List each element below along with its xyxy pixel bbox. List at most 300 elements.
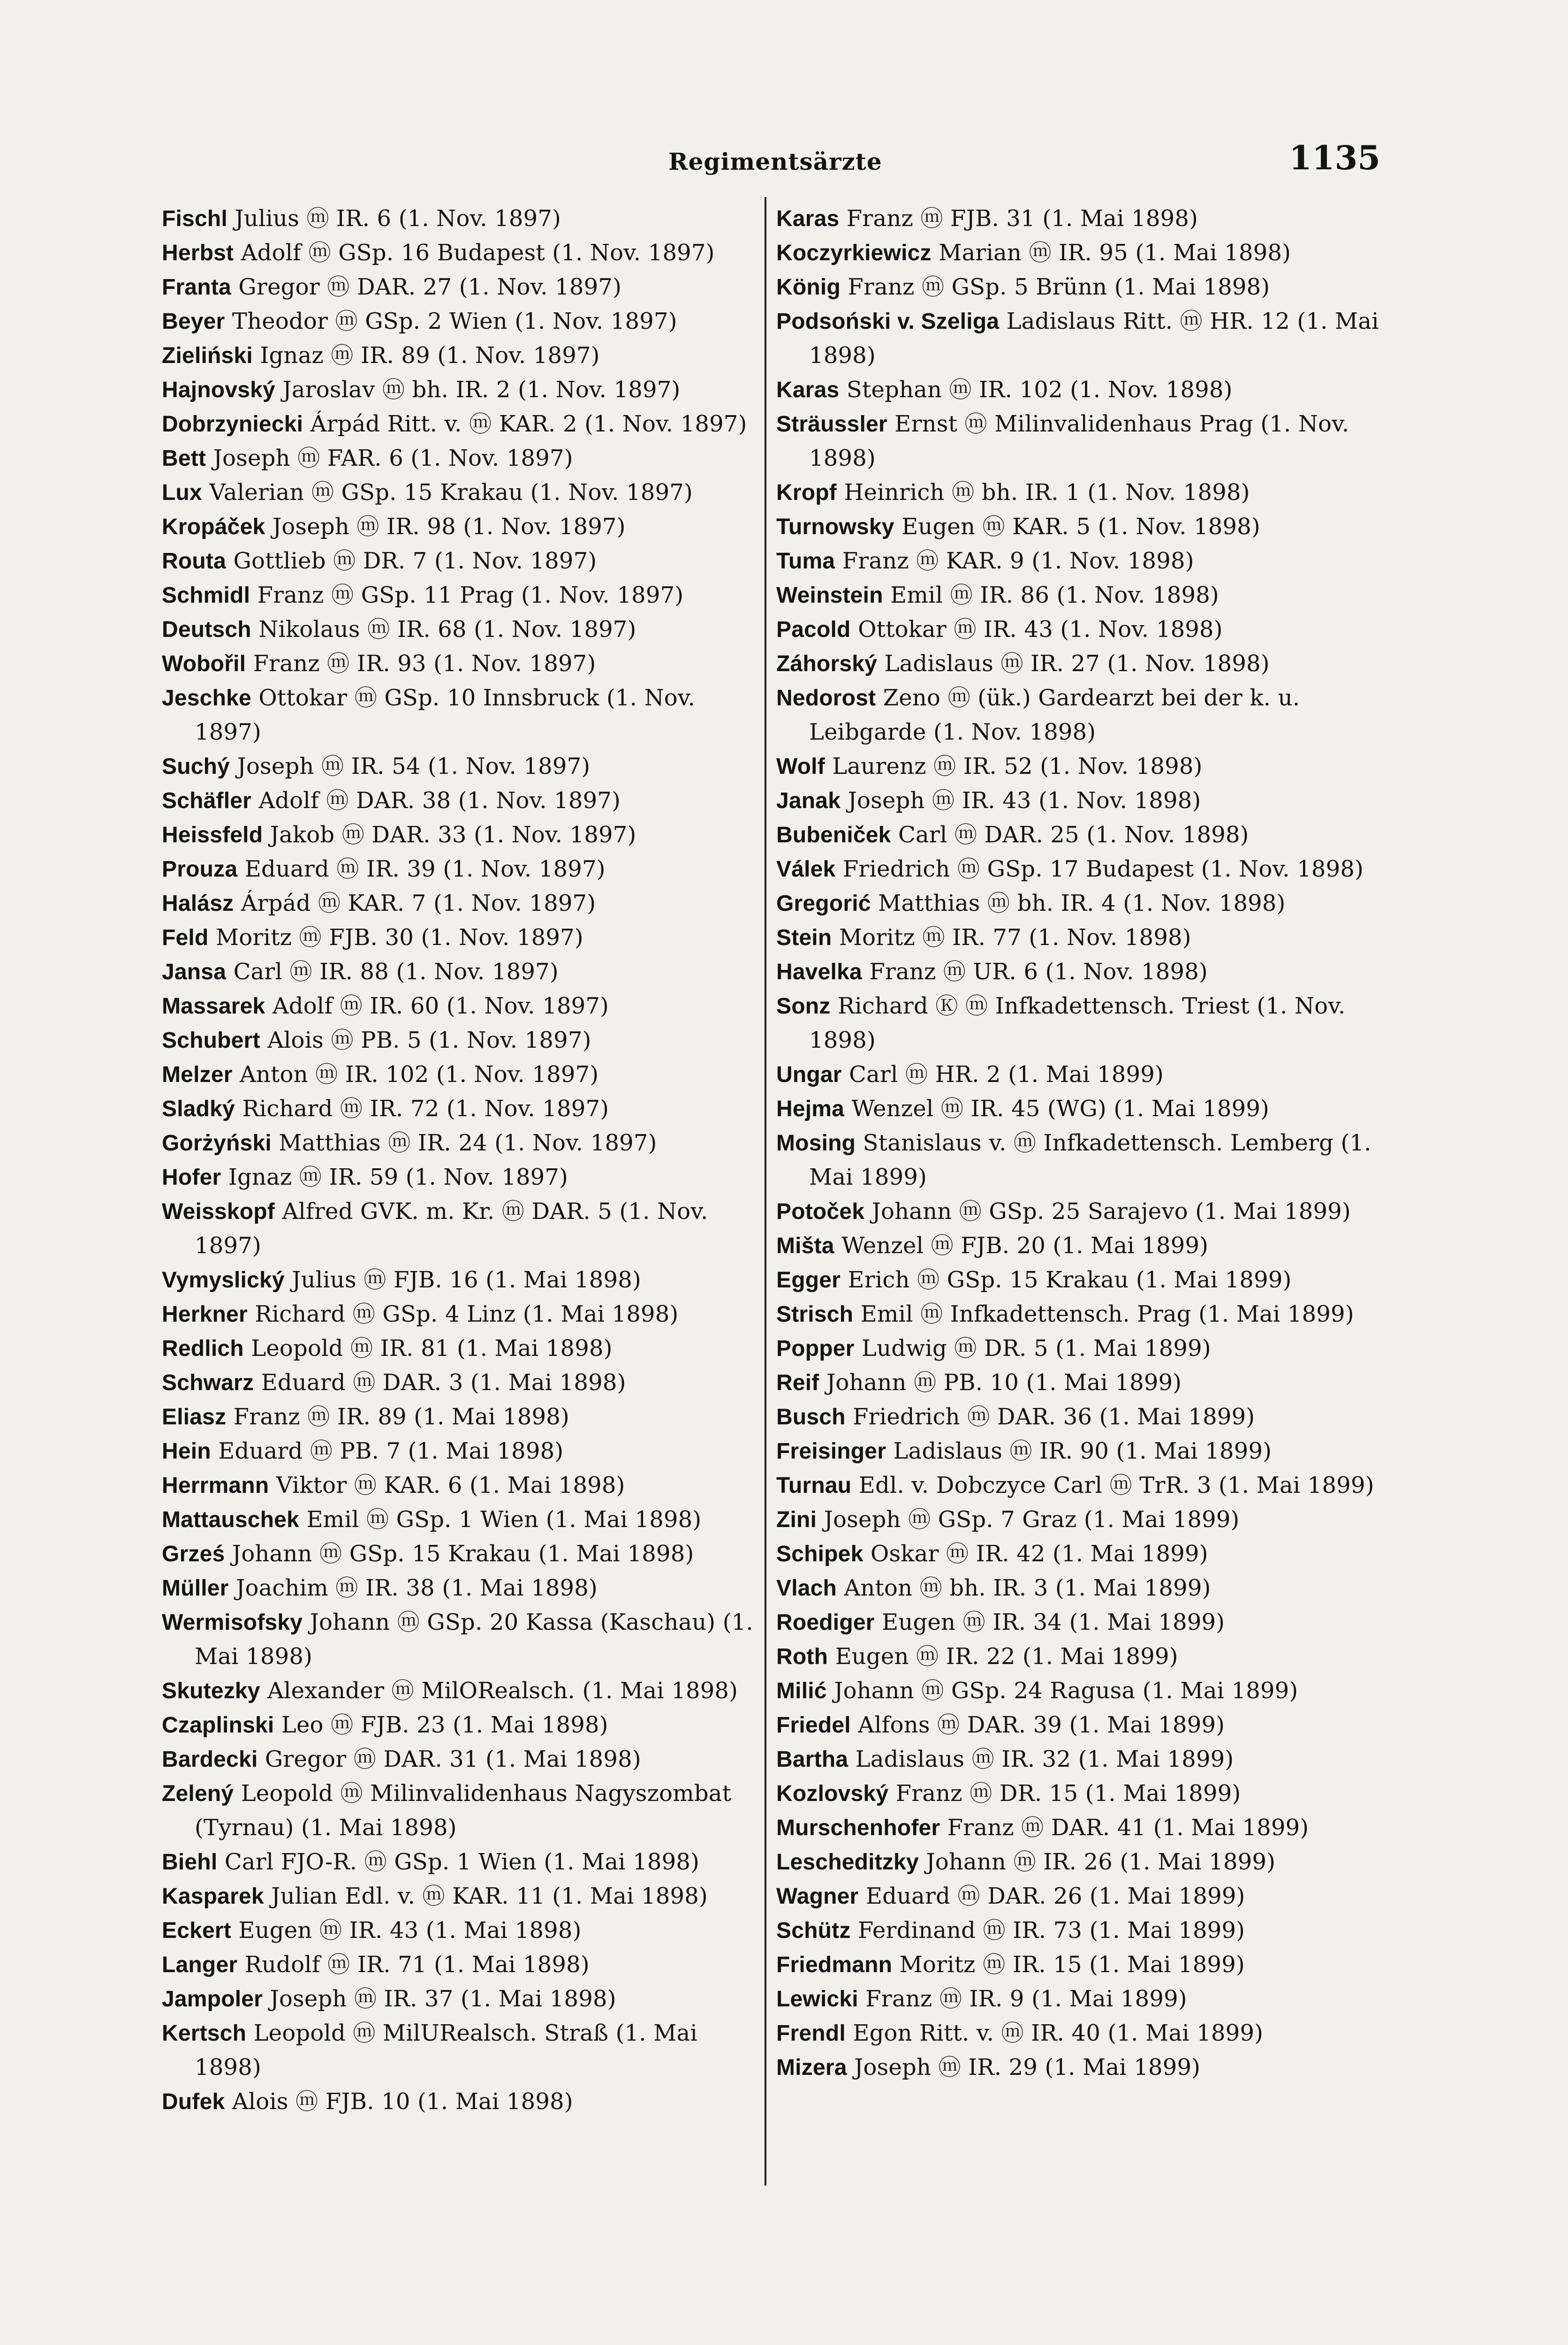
entry-details: Anton ⓜ bh. IR. 3 (1. Mai 1899) bbox=[844, 1575, 1211, 1601]
register-entry bbox=[162, 1126, 757, 1160]
entry-details: Emil ⓜ Infkadettensch. Prag (1. Mai 1899) bbox=[860, 1301, 1354, 1327]
register-entry bbox=[162, 304, 757, 339]
surname: Bubeniček bbox=[776, 823, 891, 847]
entry-details: Leopold ⓜ MilURealsch. Straß (1. Mai 1898) bbox=[195, 2020, 697, 2080]
register-entry bbox=[776, 544, 1381, 578]
entry-details: Franz ⓜ KAR. 9 (1. Nov. 1898) bbox=[842, 548, 1194, 574]
entry-details: Franz ⓜ IR. 93 (1. Nov. 1897) bbox=[253, 651, 596, 677]
surname: Kozlovský bbox=[776, 1781, 889, 1806]
surname: Zini bbox=[776, 1507, 817, 1532]
entry-details: Ludwig ⓜ DR. 5 (1. Mai 1899) bbox=[862, 1335, 1211, 1362]
surname: Eckert bbox=[162, 1918, 231, 1943]
register-entry bbox=[776, 1708, 1381, 1742]
surname: Beyer bbox=[162, 309, 225, 334]
entry-details: Ernst ⓜ Milinvalidenhaus Prag (1. Nov. 1898) bbox=[809, 411, 1349, 471]
surname: Lewicki bbox=[776, 1987, 858, 2012]
register-entry bbox=[776, 749, 1381, 784]
surname: Bardecki bbox=[162, 1747, 258, 1772]
register-entry bbox=[776, 1571, 1381, 1605]
register-entry bbox=[162, 1468, 757, 1503]
register-entry bbox=[162, 989, 757, 1023]
entry-details: Richard ⓜ IR. 72 (1. Nov. 1897) bbox=[242, 1096, 609, 1122]
register-entry bbox=[162, 1160, 757, 1195]
entry-details: Joachim ⓜ IR. 38 (1. Mai 1898) bbox=[236, 1575, 598, 1601]
register-entry bbox=[162, 784, 757, 818]
entry-details: Eduard ⓜ DAR. 26 (1. Mai 1899) bbox=[865, 1883, 1245, 1909]
entry-details: Rudolf ⓜ IR. 71 (1. Mai 1898) bbox=[244, 1952, 590, 1978]
entry-details: Johann ⓜ PB. 10 (1. Mai 1899) bbox=[826, 1369, 1182, 1396]
surname: Zieliński bbox=[162, 343, 253, 368]
surname: Hein bbox=[162, 1439, 211, 1464]
entry-details: Carl FJO-R. ⓜ GSp. 1 Wien (1. Mai 1898) bbox=[224, 1849, 700, 1875]
entry-details: Zeno ⓜ (ük.) Gardearzt bei der k. u. Leibgarde (1. Nov. 1898) bbox=[809, 685, 1300, 745]
register-entry bbox=[162, 1777, 757, 1845]
register-entry bbox=[776, 647, 1381, 681]
register-entry bbox=[776, 1229, 1381, 1263]
entry-details: Ignaz ⓜ IR. 89 (1. Nov. 1897) bbox=[260, 342, 600, 369]
register-entry bbox=[162, 1742, 757, 1777]
right-column bbox=[776, 202, 1381, 2085]
surname: Jampoler bbox=[162, 1987, 263, 2012]
entry-details: Joseph ⓜ GSp. 7 Graz (1. Mai 1899) bbox=[824, 1506, 1240, 1533]
register-entry bbox=[162, 270, 757, 304]
surname: Czaplinski bbox=[162, 1713, 274, 1738]
register-entry bbox=[776, 818, 1381, 852]
register-entry bbox=[162, 1400, 757, 1434]
register-entry bbox=[162, 1914, 757, 1948]
entry-details: Anton ⓜ IR. 102 (1. Nov. 1897) bbox=[240, 1061, 599, 1088]
register-entry bbox=[776, 1914, 1381, 1948]
surname: Friedel bbox=[776, 1713, 851, 1738]
register-entry bbox=[776, 1058, 1381, 1092]
surname: Mattauschek bbox=[162, 1507, 299, 1532]
entry-details: Eugen ⓜ KAR. 5 (1. Nov. 1898) bbox=[901, 514, 1260, 540]
entry-details: Ignaz ⓜ IR. 59 (1. Nov. 1897) bbox=[228, 1164, 568, 1190]
register-entry bbox=[776, 1195, 1381, 1229]
surname: Záhorský bbox=[776, 651, 878, 676]
surname: Skutezky bbox=[162, 1679, 260, 1703]
surname: Turnau bbox=[776, 1473, 852, 1498]
surname: Redlich bbox=[162, 1336, 244, 1361]
surname: Feld bbox=[162, 925, 209, 950]
register-entry bbox=[776, 1948, 1381, 1982]
register-entry bbox=[776, 1605, 1381, 1640]
surname: Dobrzyniecki bbox=[162, 412, 303, 437]
entry-details: Ferdinand ⓜ IR. 73 (1. Mai 1899) bbox=[858, 1917, 1245, 1944]
entry-details: Johann ⓜ GSp. 20 Kassa (Kaschau) (1. Mai 1898) bbox=[195, 1609, 753, 1670]
surname: Herrmann bbox=[162, 1473, 269, 1498]
register-entry bbox=[776, 1126, 1381, 1195]
surname: Ungar bbox=[776, 1062, 842, 1087]
entry-details: Ottokar ⓜ GSp. 10 Innsbruck (1. Nov. 1897) bbox=[195, 685, 695, 745]
entry-details: Carl ⓜ DAR. 25 (1. Nov. 1898) bbox=[898, 822, 1249, 848]
entry-details: Gregor ⓜ DAR. 27 (1. Nov. 1897) bbox=[238, 274, 621, 300]
surname: Milić bbox=[776, 1679, 827, 1703]
entry-details: Jaroslav ⓜ bh. IR. 2 (1. Nov. 1897) bbox=[282, 377, 681, 403]
register-entry bbox=[776, 373, 1381, 407]
entry-details: Leopold ⓜ IR. 81 (1. Mai 1898) bbox=[251, 1335, 613, 1362]
entry-details: Viktor ⓜ KAR. 6 (1. Mai 1898) bbox=[276, 1472, 625, 1498]
register-entry bbox=[776, 852, 1381, 886]
surname: Kropf bbox=[776, 480, 837, 505]
entry-details: Joseph ⓜ FAR. 6 (1. Nov. 1897) bbox=[213, 445, 573, 471]
register-entry bbox=[776, 236, 1381, 270]
register-entry bbox=[162, 407, 757, 441]
entry-details: Franz ⓜ IR. 89 (1. Mai 1898) bbox=[233, 1404, 569, 1430]
register-entry bbox=[162, 476, 757, 510]
register-entry bbox=[776, 1845, 1381, 1879]
surname: Wolf bbox=[776, 754, 825, 779]
surname: Hejma bbox=[776, 1097, 845, 1121]
entry-details: Gregor ⓜ DAR. 31 (1. Mai 1898) bbox=[265, 1746, 641, 1772]
surname: Karas bbox=[776, 206, 840, 231]
surname: Hofer bbox=[162, 1165, 221, 1190]
register-entry bbox=[776, 2050, 1381, 2085]
register-entry bbox=[162, 1605, 757, 1674]
surname: Janak bbox=[776, 788, 841, 813]
register-entry bbox=[162, 544, 757, 578]
running-title: Regimentsärzte bbox=[668, 148, 882, 175]
entry-details: Stephan ⓜ IR. 102 (1. Nov. 1898) bbox=[846, 377, 1233, 403]
entry-details: Alexander ⓜ MilORealsch. (1. Mai 1898) bbox=[267, 1678, 738, 1704]
register-entry bbox=[162, 1879, 757, 1914]
register-entry bbox=[162, 1297, 757, 1331]
entry-details: Moritz ⓜ IR. 77 (1. Nov. 1898) bbox=[839, 924, 1191, 951]
surname: Jansa bbox=[162, 960, 227, 984]
register-entry bbox=[776, 1366, 1381, 1400]
column-divider bbox=[765, 197, 766, 2186]
surname: Hajnovský bbox=[162, 378, 275, 402]
surname: Stein bbox=[776, 925, 832, 950]
register-entry bbox=[776, 1742, 1381, 1777]
register-entry bbox=[776, 989, 1381, 1058]
surname: Langer bbox=[162, 1952, 238, 1977]
surname: Roth bbox=[776, 1644, 828, 1669]
entry-details: Richard ⓜ GSp. 4 Linz (1. Mai 1898) bbox=[255, 1301, 679, 1327]
surname: Potoček bbox=[776, 1199, 865, 1224]
register-entry bbox=[162, 1434, 757, 1468]
register-entry bbox=[162, 1708, 757, 1742]
surname: Reif bbox=[776, 1370, 819, 1395]
entry-details: Julian Edl. v. ⓜ KAR. 11 (1. Mai 1898) bbox=[271, 1883, 708, 1909]
entry-details: Valerian ⓜ GSp. 15 Krakau (1. Nov. 1897) bbox=[209, 479, 693, 506]
surname: Eliasz bbox=[162, 1405, 227, 1430]
register-entry bbox=[776, 1537, 1381, 1571]
surname: Kropáček bbox=[162, 514, 265, 539]
surname: Karas bbox=[776, 378, 840, 402]
register-entry bbox=[776, 1468, 1381, 1503]
surname: Friedmann bbox=[776, 1952, 893, 1977]
surname: Pacold bbox=[776, 617, 851, 642]
entry-details: Leopold ⓜ Milinvalidenhaus Nagyszombat (Tyrnau) (1. Mai 1898) bbox=[195, 1780, 732, 1841]
register-entry bbox=[162, 647, 757, 681]
register-entry bbox=[162, 1948, 757, 1982]
surname: Schütz bbox=[776, 1918, 851, 1943]
entry-details: Matthias ⓜ bh. IR. 4 (1. Nov. 1898) bbox=[878, 890, 1286, 916]
entry-details: Edl. v. Dobczyce Carl ⓜ TrR. 3 (1. Mai 1899) bbox=[858, 1472, 1374, 1498]
entry-details: Ottokar ⓜ IR. 43 (1. Nov. 1898) bbox=[858, 616, 1223, 643]
entry-details: Friedrich ⓜ GSp. 17 Budapest (1. Nov. 1898) bbox=[842, 856, 1363, 882]
register-entry bbox=[162, 1331, 757, 1366]
entry-details: Ladislaus ⓜ IR. 32 (1. Mai 1899) bbox=[855, 1746, 1234, 1772]
left-column bbox=[162, 202, 757, 2119]
surname: Mosing bbox=[776, 1131, 856, 1156]
surname: Kertsch bbox=[162, 2021, 247, 2046]
register-entry bbox=[162, 2016, 757, 2085]
entry-details: Ladislaus ⓜ IR. 90 (1. Mai 1899) bbox=[893, 1438, 1272, 1464]
register-entry bbox=[162, 1023, 757, 1058]
surname: Mizera bbox=[776, 2055, 847, 2080]
surname: Lescheditzky bbox=[776, 1850, 919, 1875]
entry-details: Moritz ⓜ FJB. 30 (1. Nov. 1897) bbox=[215, 924, 583, 951]
entry-details: Franz ⓜ DR. 15 (1. Mai 1899) bbox=[895, 1780, 1241, 1807]
surname: Deutsch bbox=[162, 617, 251, 642]
register-entry bbox=[776, 921, 1381, 955]
register-entry bbox=[776, 1434, 1381, 1468]
surname: Herkner bbox=[162, 1302, 248, 1327]
register-entry bbox=[776, 1503, 1381, 1537]
surname: Schäfler bbox=[162, 788, 252, 813]
register-entry bbox=[776, 1982, 1381, 2016]
register-entry bbox=[776, 407, 1381, 476]
register-entry bbox=[162, 339, 757, 373]
entry-details: Leo ⓜ FJB. 23 (1. Mai 1898) bbox=[281, 1712, 608, 1738]
entry-details: Ladislaus ⓜ IR. 27 (1. Nov. 1898) bbox=[884, 651, 1270, 677]
entry-details: Eduard ⓜ IR. 39 (1. Nov. 1897) bbox=[244, 856, 606, 882]
entry-details: Oskar ⓜ IR. 42 (1. Mai 1899) bbox=[870, 1541, 1208, 1567]
surname: Wagner bbox=[776, 1884, 859, 1909]
register-entry bbox=[162, 578, 757, 613]
register-entry bbox=[162, 1058, 757, 1092]
surname: Müller bbox=[162, 1576, 229, 1601]
surname: Schmidl bbox=[162, 583, 250, 608]
register-entry bbox=[776, 476, 1381, 510]
surname: Grześ bbox=[162, 1542, 225, 1566]
surname: Lux bbox=[162, 480, 202, 505]
entry-details: Joseph ⓜ IR. 98 (1. Nov. 1897) bbox=[272, 514, 626, 540]
surname: Heissfeld bbox=[162, 823, 263, 847]
register-entry bbox=[162, 613, 757, 647]
entry-details: Nikolaus ⓜ IR. 68 (1. Nov. 1897) bbox=[258, 616, 636, 643]
surname: Dufek bbox=[162, 2089, 225, 2114]
register-entry bbox=[776, 578, 1381, 613]
surname: Franta bbox=[162, 275, 231, 300]
entry-details: Theodor ⓜ GSp. 2 Wien (1. Nov. 1897) bbox=[232, 308, 677, 334]
surname: Schwarz bbox=[162, 1370, 254, 1395]
surname: Herbst bbox=[162, 241, 234, 265]
entry-details: Árpád ⓜ KAR. 7 (1. Nov. 1897) bbox=[241, 890, 596, 916]
entry-details: Marian ⓜ IR. 95 (1. Mai 1898) bbox=[939, 240, 1291, 266]
entry-details: Alfons ⓜ DAR. 39 (1. Mai 1899) bbox=[858, 1712, 1225, 1738]
surname: Melzer bbox=[162, 1062, 233, 1087]
register-entry bbox=[162, 921, 757, 955]
register-entry bbox=[162, 1845, 757, 1879]
entry-details: Adolf ⓜ DAR. 38 (1. Nov. 1897) bbox=[258, 787, 621, 814]
page-number: 1135 bbox=[1289, 138, 1380, 177]
entry-details: Stanislaus v. ⓜ Infkadettensch. Lemberg (1. Mai 1899) bbox=[809, 1130, 1371, 1190]
register-entry bbox=[776, 1263, 1381, 1297]
entry-details: Ladislaus Ritt. ⓜ HR. 12 (1. Mai 1898) bbox=[809, 308, 1379, 369]
surname: Wobořil bbox=[162, 651, 246, 676]
surname: Havelka bbox=[776, 960, 862, 984]
entry-details: Gottlieb ⓜ DR. 7 (1. Nov. 1897) bbox=[233, 548, 597, 574]
register-entry bbox=[162, 1263, 757, 1297]
register-entry bbox=[776, 1674, 1381, 1708]
surname: Weisskopf bbox=[162, 1199, 275, 1224]
entry-details: Wenzel ⓜ FJB. 20 (1. Mai 1899) bbox=[841, 1233, 1209, 1259]
entry-details: Matthias ⓜ IR. 24 (1. Nov. 1897) bbox=[279, 1130, 657, 1156]
surname: Nedorost bbox=[776, 686, 876, 711]
entry-details: Moritz ⓜ IR. 15 (1. Mai 1899) bbox=[899, 1952, 1245, 1978]
entry-details: Carl ⓜ HR. 2 (1. Mai 1899) bbox=[849, 1061, 1164, 1088]
entry-details: Joseph ⓜ IR. 43 (1. Nov. 1898) bbox=[848, 787, 1201, 814]
surname: Tuma bbox=[776, 549, 835, 574]
surname: Vlach bbox=[776, 1576, 837, 1601]
entry-details: Árpád Ritt. v. ⓜ KAR. 2 (1. Nov. 1897) bbox=[310, 411, 747, 437]
register-entry bbox=[162, 818, 757, 852]
entry-details: Johann ⓜ GSp. 25 Sarajevo (1. Mai 1899) bbox=[871, 1198, 1351, 1225]
entry-details: Eugen ⓜ IR. 22 (1. Mai 1899) bbox=[835, 1643, 1178, 1670]
surname: Koczyrkiewicz bbox=[776, 241, 932, 265]
surname: Roediger bbox=[776, 1610, 875, 1635]
surname: Biehl bbox=[162, 1850, 218, 1875]
surname: Murschenhofer bbox=[776, 1815, 940, 1840]
entry-details: Joseph ⓜ IR. 54 (1. Nov. 1897) bbox=[237, 753, 591, 779]
surname: Sträussler bbox=[776, 412, 887, 437]
entry-details: Richard Ⓚ ⓜ Infkadettensch. Triest (1. Nov. 1898) bbox=[809, 993, 1346, 1053]
surname: Válek bbox=[776, 857, 836, 882]
surname: Gorżyński bbox=[162, 1131, 272, 1156]
register-entry bbox=[162, 1503, 757, 1537]
entry-details: Eduard ⓜ DAR. 3 (1. Mai 1898) bbox=[261, 1369, 626, 1396]
register-entry bbox=[162, 236, 757, 270]
surname: Routa bbox=[162, 549, 226, 574]
register-entry bbox=[776, 1640, 1381, 1674]
register-entry bbox=[776, 202, 1381, 236]
surname: Schipek bbox=[776, 1542, 864, 1566]
register-entry bbox=[162, 1982, 757, 2016]
surname: Podsoński v. Szeliga bbox=[776, 309, 1000, 334]
entry-details: Eduard ⓜ PB. 7 (1. Mai 1898) bbox=[218, 1438, 564, 1464]
entry-details: Eugen ⓜ IR. 43 (1. Mai 1898) bbox=[238, 1917, 582, 1944]
entry-details: Johann ⓜ GSp. 24 Ragusa (1. Mai 1899) bbox=[834, 1678, 1298, 1704]
register-entry bbox=[776, 510, 1381, 544]
surname: Jeschke bbox=[162, 686, 251, 711]
page-header bbox=[155, 138, 1380, 181]
entry-details: Heinrich ⓜ bh. IR. 1 (1. Nov. 1898) bbox=[844, 479, 1250, 506]
surname: Wermisofsky bbox=[162, 1610, 303, 1635]
surname: Halász bbox=[162, 891, 234, 916]
surname: Frendl bbox=[776, 2021, 846, 2046]
entry-details: Alois ⓜ PB. 5 (1. Nov. 1897) bbox=[267, 1027, 591, 1053]
register-entry bbox=[162, 510, 757, 544]
entry-details: Alois ⓜ FJB. 10 (1. Mai 1898) bbox=[232, 2088, 573, 2115]
register-entry bbox=[776, 1297, 1381, 1331]
surname: Schubert bbox=[162, 1028, 260, 1053]
register-entry bbox=[162, 886, 757, 921]
entry-details: Franz ⓜ DAR. 41 (1. Mai 1899) bbox=[947, 1815, 1309, 1841]
entry-details: Erich ⓜ GSp. 15 Krakau (1. Mai 1899) bbox=[848, 1267, 1292, 1293]
entry-details: Emil ⓜ GSp. 1 Wien (1. Mai 1898) bbox=[306, 1506, 702, 1533]
register-entry bbox=[776, 1811, 1381, 1845]
surname: Egger bbox=[776, 1268, 841, 1293]
entry-details: Julius ⓜ IR. 6 (1. Nov. 1897) bbox=[235, 205, 561, 232]
surname: Bartha bbox=[776, 1747, 848, 1772]
register-entry bbox=[162, 441, 757, 476]
register-entry bbox=[162, 1092, 757, 1126]
surname: Vymyslický bbox=[162, 1268, 285, 1293]
entry-details: Johann ⓜ GSp. 15 Krakau (1. Mai 1898) bbox=[232, 1541, 694, 1567]
register-entry bbox=[162, 1674, 757, 1708]
entry-details: Franz ⓜ UR. 6 (1. Nov. 1898) bbox=[869, 959, 1208, 985]
surname: Suchý bbox=[162, 754, 230, 779]
register-entry bbox=[776, 304, 1381, 373]
entry-details: Carl ⓜ IR. 88 (1. Nov. 1897) bbox=[233, 959, 559, 985]
entry-details: Eugen ⓜ IR. 34 (1. Mai 1899) bbox=[882, 1609, 1225, 1635]
entry-details: Joseph ⓜ IR. 29 (1. Mai 1899) bbox=[854, 2054, 1201, 2080]
register-entry bbox=[162, 1195, 757, 1263]
surname: Sladký bbox=[162, 1097, 235, 1121]
entry-details: Alfred GVK. m. Kr. ⓜ DAR. 5 (1. Nov. 1897) bbox=[195, 1198, 708, 1259]
surname: Sonz bbox=[776, 994, 831, 1019]
register-entry bbox=[776, 955, 1381, 989]
surname: Bett bbox=[162, 446, 206, 471]
surname: Fischl bbox=[162, 206, 227, 231]
surname: Weinstein bbox=[776, 583, 883, 608]
register-entry bbox=[162, 1366, 757, 1400]
surname: Gregorić bbox=[776, 891, 871, 916]
register-entry bbox=[162, 2085, 757, 2119]
surname: Kasparek bbox=[162, 1884, 264, 1909]
entry-details: Adolf ⓜ IR. 60 (1. Nov. 1897) bbox=[272, 993, 609, 1019]
register-entry bbox=[776, 1400, 1381, 1434]
entry-details: Johann ⓜ IR. 26 (1. Mai 1899) bbox=[926, 1849, 1276, 1875]
register-entry bbox=[162, 202, 757, 236]
entry-details: Franz ⓜ IR. 9 (1. Mai 1899) bbox=[865, 1986, 1187, 2012]
entry-details: Laurenz ⓜ IR. 52 (1. Nov. 1898) bbox=[832, 753, 1203, 779]
entry-details: Franz ⓜ FJB. 31 (1. Mai 1898) bbox=[846, 205, 1198, 232]
entry-details: Julius ⓜ FJB. 16 (1. Mai 1898) bbox=[292, 1267, 641, 1293]
register-entry bbox=[776, 886, 1381, 921]
surname: Popper bbox=[776, 1336, 855, 1361]
register-entry bbox=[776, 613, 1381, 647]
register-entry bbox=[776, 1092, 1381, 1126]
entry-details: Friedrich ⓜ DAR. 36 (1. Mai 1899) bbox=[853, 1404, 1255, 1430]
register-entry bbox=[776, 1777, 1381, 1811]
register-entry bbox=[776, 2016, 1381, 2050]
register-entry bbox=[162, 681, 757, 749]
entry-details: Franz ⓜ GSp. 11 Prag (1. Nov. 1897) bbox=[257, 582, 684, 608]
surname: Prouza bbox=[162, 857, 238, 882]
surname: Mišta bbox=[776, 1233, 834, 1258]
register-entry bbox=[162, 1537, 757, 1571]
surname: Busch bbox=[776, 1405, 846, 1430]
surname: Strisch bbox=[776, 1302, 854, 1327]
register-entry bbox=[162, 852, 757, 886]
register-entry bbox=[162, 373, 757, 407]
surname: Freisinger bbox=[776, 1439, 886, 1464]
register-entry bbox=[776, 784, 1381, 818]
surname: Massarek bbox=[162, 994, 265, 1019]
surname: Turnowsky bbox=[776, 514, 894, 539]
surname: Zelený bbox=[162, 1781, 234, 1806]
register-entry bbox=[162, 749, 757, 784]
register-entry bbox=[162, 955, 757, 989]
entry-details: Egon Ritt. v. ⓜ IR. 40 (1. Mai 1899) bbox=[853, 2020, 1264, 2046]
register-entry bbox=[776, 270, 1381, 304]
surname: König bbox=[776, 275, 841, 300]
entry-details: Joseph ⓜ IR. 37 (1. Mai 1898) bbox=[270, 1986, 616, 2012]
